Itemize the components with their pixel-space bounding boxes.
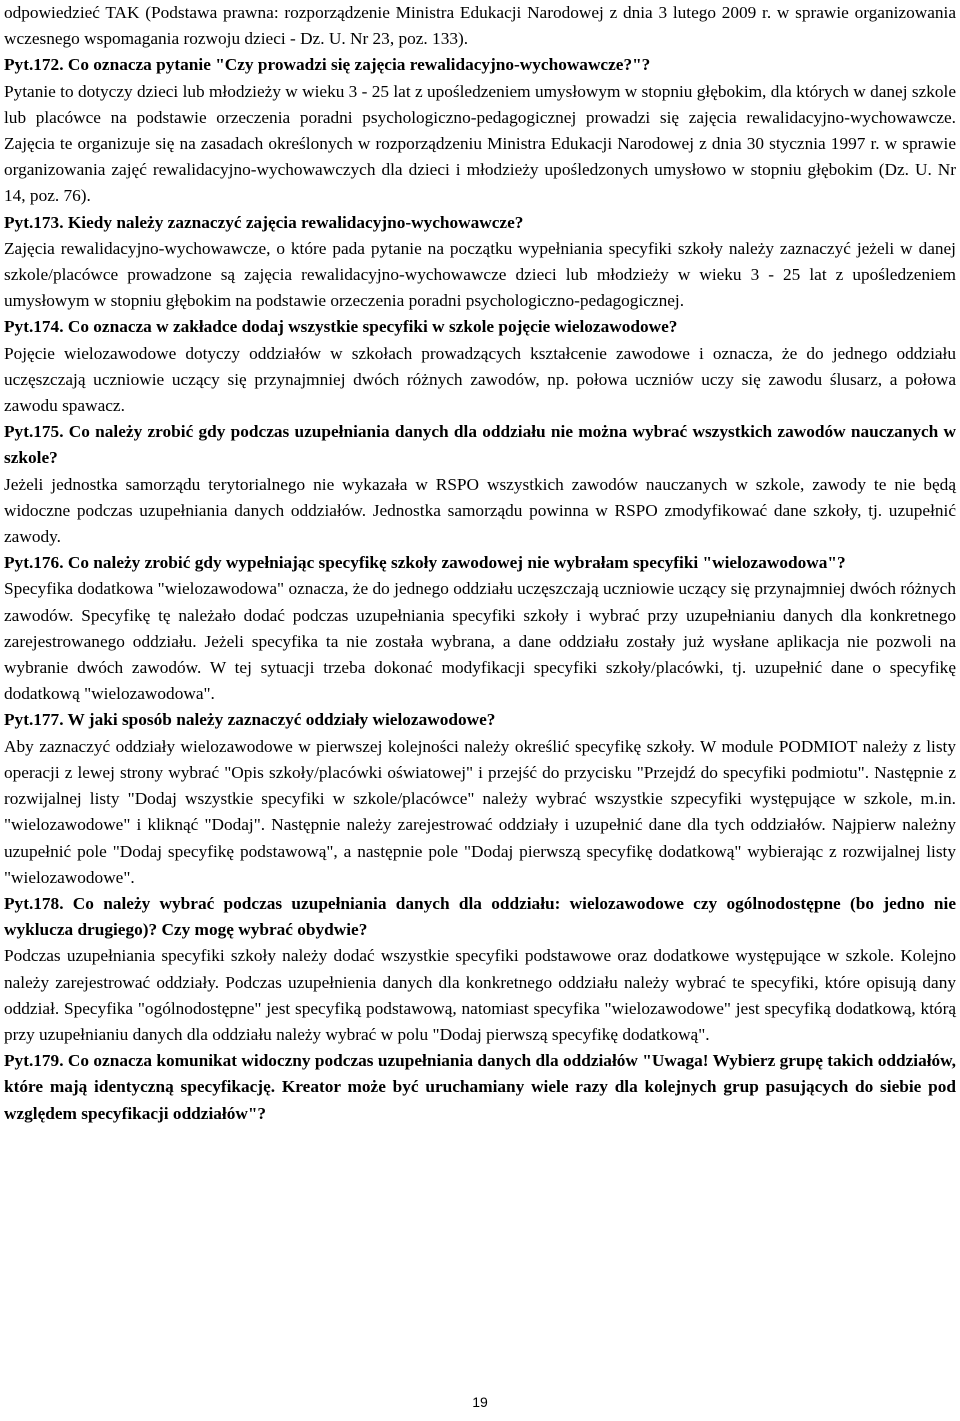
- intro-answer: odpowiedzieć TAK (Podstawa prawna: rozporządzenie Ministra Edukacji Narodowej z dnia 3 lutego 2009 r. w sprawie organizowania wczesnego wspomagania rozwoju dzieci - Dz. U. Nr 23, poz. 133).: [4, 3, 956, 49]
- question-177: Pyt.177. W jaki sposób należy zaznaczyć oddziały wielozawodowe?: [4, 710, 496, 730]
- answer-177: Aby zaznaczyć oddziały wielozawodowe w pierwszej kolejności należy określić specyfikę szkoły. W module PODMIOT należy z listy operacji z lewej strony wybrać "Opis szkoły/placówki oświatowej" i przejść do przycisku "Przejdź do specyfiki podmiotu". Następnie z rozwijalnej listy "Dodaj wszystkie specyfiki w szkole/placówce" należy wybrać wszystkie szpecyfiki występujące w szkole, m.in. "wielozawodowe" i kliknąć "Dodaj". Następnie należy zarejestrować oddziały i uzupełnić dane dla tych oddziałów. Najpierw należny uzupełnić pole "Dodaj specyfikę podstawową", a następnie pole "Dodaj pierwszą specyfikę dodatkową" wybierając z rozwijalnej listy "wielozawodowe".: [4, 736, 956, 887]
- answer-178: Podczas uzupełniania specyfiki szkoły należy dodać wszystkie specyfiki podstawowe oraz dodatkowe występujące w szkole. Kolejno należy zarejestrować oddziały. Podczas uzupełnienia danych dla konkretnego oddziału należy wybrać te specyfiki, które opisują dany oddział. Specyfika "ogólnodostępne" jest specyfiką podstawową, natomiast specyfika "wielozawodowe" jest specyfiką dodatkową, którą przy uzupełnianiu danych dla oddziału należy wybrać w polu "Dodaj pierwszą specyfikę dodatkową".: [4, 946, 956, 1044]
- question-173: Pyt.173. Kiedy należy zaznaczyć zajęcia rewalidacyjno-wychowawcze?: [4, 212, 524, 232]
- document-page: [4, 0, 956, 1127]
- answer-176: Specyfika dodatkowa "wielozawodowa" oznacza, że do jednego oddziału uczęszczają uczniowie uczący się przynajmniej dwóch różnych zawodów. Specyfikę tę należało dodać podczas uzupełniania specyfiki szkoły i wybrać przy uzupełnianiu danych dla konkretnego zarejestrowanego oddziału. Jeżeli specyfika ta nie została wybrana, a dane oddziału zostały już wysłane aplikacja nie pozwoli na wybranie dwóch zawodów. W tej sytuacji trzeba dokonać modyfikacji specyfiki szkoły/placówki, tj. uzupełnić dane o specyfikę dodatkową "wielozawodowa".: [4, 579, 956, 704]
- question-174: Pyt.174. Co oznacza w zakładce dodaj wszystkie specyfiki w szkole pojęcie wielozawodowe?: [4, 317, 678, 337]
- answer-172: Pytanie to dotyczy dzieci lub młodzieży w wieku 3 - 25 lat z upośledzeniem umysłowym w stopniu głębokim, dla których w danej szkole lub placówce na podstawie orzeczenia poradni psychologiczno-pedagogicznej prowadzi się zajęcia rewalidacyjno-wychowawcze. Zajęcia te organizuje się na zasadach określonych w rozporządzeniu Ministra Edukacji Narodowej z dnia 30 stycznia 1997 r. w sprawie organizowania zajęć rewalidacyjno-wychowawczych dla dzieci i młodzieży upośledzonych umysłowo w stopniu głębokim (Dz. U. Nr 14, poz. 76).: [4, 81, 956, 206]
- answer-173: Zajęcia rewalidacyjno-wychowawcze, o które pada pytanie na początku wypełniania specyfiki szkoły należy zaznaczyć jeżeli w danej szkole/placówce prowadzone są zajęcia rewalidacyjno-wychowawcze dzieci lub młodzieży w wieku 3 - 25 lat z upośledzeniem umysłowym w stopniu głębokim na podstawie orzeczenia poradni psychologiczno-pedagogicznej.: [4, 238, 956, 311]
- page-number: 19: [472, 1394, 488, 1410]
- answer-174: Pojęcie wielozawodowe dotyczy oddziałów w szkołach prowadzących kształcenie zawodowe i oznacza, że do jednego oddziału uczęszczają uczniowie uczący się przynajmniej dwóch różnych zawodów, np. połowa uczniów uczy się zawodu ślusarz, a połowa zawodu spawacz.: [4, 343, 956, 416]
- answer-175: Jeżeli jednostka samorządu terytorialnego nie wykazała w RSPO wszystkich zawodów nauczanych w szkole, zawody te nie będą widoczne podczas uzupełniania danych oddziałów. Jednostka samorządu powinna w RSPO zmodyfikować dane szkoły, tj. uzupełnić zawody.: [4, 474, 956, 547]
- question-178: Pyt.178. Co należy wybrać podczas uzupełniania danych dla oddziału: wielozawodowe czy ogólnodostępne (bo jedno nie wyklucza drugiego)? Czy mogę wybrać obydwie?: [4, 893, 956, 940]
- question-179: Pyt.179. Co oznacza komunikat widoczny podczas uzupełniania danych dla oddziałów "Uwaga! Wybierz grupę takich oddziałów, które mają identyczną specyfikację. Kreator może być uruchamiany wiele razy dla kolejnych grup pasujących do siebie pod względem specyfikacji oddziałów"?: [4, 1051, 956, 1123]
- question-172: Pyt.172. Co oznacza pytanie "Czy prowadzi się zajęcia rewalidacyjno-wychowawcze?"?: [4, 55, 651, 75]
- question-175: Pyt.175. Co należy zrobić gdy podczas uzupełniania danych dla oddziału nie można wybrać wszystkich zawodów nauczanych w szkole?: [4, 422, 956, 468]
- question-176: Pyt.176. Co należy zrobić gdy wypełniając specyfikę szkoły zawodowej nie wybrałam specyfiki "wielozawodowa"?: [4, 553, 846, 573]
